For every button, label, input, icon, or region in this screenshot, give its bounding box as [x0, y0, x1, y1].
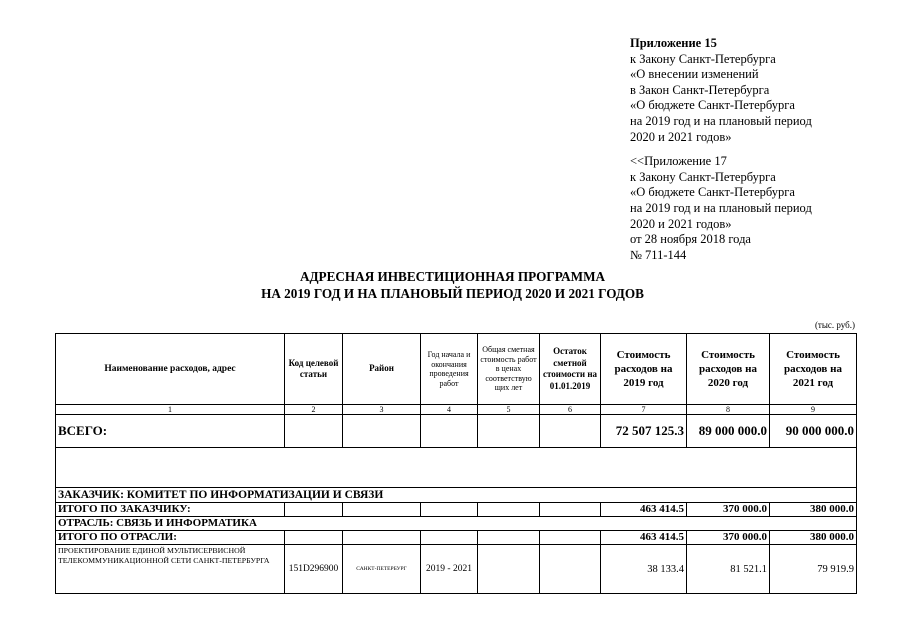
- annex-line: на 2019 год и на плановый период: [630, 113, 812, 128]
- total-label: ВСЕГО:: [56, 415, 285, 448]
- branch-label: ОТРАСЛЬ: СВЯЗЬ И ИНФОРМАТИКА: [56, 517, 857, 531]
- col-num: 5: [478, 405, 540, 415]
- column-number-row: [56, 405, 857, 415]
- customer-total-2020: 370 000.0: [687, 503, 770, 517]
- annex2-line: <<Приложение 17: [630, 154, 727, 169]
- item-code: 151D296900: [285, 545, 343, 594]
- annex2-line: № 711-144: [630, 247, 687, 262]
- header-total-cost: Общая сметная стоимость работ в ценах соответствую щих лет: [478, 334, 540, 405]
- annex-line: к Закону Санкт-Петербурга: [630, 51, 776, 66]
- item-remaining: [540, 545, 601, 594]
- header-code: Код целевой статьи: [285, 334, 343, 405]
- col-num: 1: [56, 405, 285, 415]
- annex2-line: «О бюджете Санкт-Петербурга: [630, 185, 795, 200]
- col-num: 2: [285, 405, 343, 415]
- annex-line: в Закон Санкт-Петербурга: [630, 82, 770, 97]
- header-years: Год начала и окончания проведения работ: [421, 334, 478, 405]
- header-2020: Стоимость расходов на 2020 год: [687, 334, 770, 405]
- header-2019: Стоимость расходов на 2019 год: [601, 334, 687, 405]
- item-years: 2019 - 2021: [421, 545, 478, 594]
- annex-line: «О бюджете Санкт-Петербурга: [630, 98, 795, 113]
- header-2021: Стоимость расходов на 2021 год: [770, 334, 857, 405]
- header-name: Наименование расходов, адрес: [56, 334, 285, 405]
- annex2-line: 2020 и 2021 годов»: [630, 216, 732, 231]
- header-district: Район: [343, 334, 421, 405]
- branch-total-2019: 463 414.5: [601, 531, 687, 545]
- customer-total-label: ИТОГО ПО ЗАКАЗЧИКУ:: [56, 503, 285, 517]
- title-line-1: АДРЕСНАЯ ИНВЕСТИЦИОННАЯ ПРОГРАММА: [299, 269, 606, 284]
- branch-row: [56, 517, 857, 531]
- customer-total-2021: 380 000.0: [770, 503, 857, 517]
- total-row: [56, 415, 857, 448]
- units-label: (тыс. руб.): [814, 320, 855, 330]
- col-num: 8: [687, 405, 770, 415]
- col-num: 3: [343, 405, 421, 415]
- item-district: САНКТ-ПЕТЕРБУРГ: [343, 545, 421, 594]
- spacer-row: [56, 448, 857, 488]
- item-name: ПРОЕКТИРОВАНИЕ ЕДИНОЙ МУЛЬТИСЕРВИСНОЙ ТЕЛЕКОММУНИКАЦИОННОЙ СЕТИ САНКТ-ПЕТЕРБУРГА: [56, 545, 285, 594]
- col-num: 6: [540, 405, 601, 415]
- branch-total-2021: 380 000.0: [770, 531, 857, 545]
- annex-block: [630, 36, 812, 263]
- customer-row: [56, 488, 857, 503]
- header-row: [56, 334, 857, 405]
- item-2019: 38 133.4: [601, 545, 687, 594]
- branch-total-label: ИТОГО ПО ОТРАСЛИ:: [56, 531, 285, 545]
- total-2020: 89 000 000.0: [687, 415, 770, 448]
- table-row: [56, 545, 857, 594]
- annex2-line: на 2019 год и на плановый период: [630, 200, 812, 215]
- annex-line: 2020 и 2021 годов»: [630, 129, 732, 144]
- col-num: 9: [770, 405, 857, 415]
- col-num: 4: [421, 405, 478, 415]
- branch-total-row: [56, 531, 857, 545]
- total-2019: 72 507 125.3: [601, 415, 687, 448]
- header-remaining: Остаток сметной стоимости на 01.01.2019: [540, 334, 601, 405]
- document-title: [0, 268, 905, 302]
- customer-total-2019: 463 414.5: [601, 503, 687, 517]
- item-total-cost: [478, 545, 540, 594]
- annex2-line: к Закону Санкт-Петербурга: [630, 169, 776, 184]
- total-2021: 90 000 000.0: [770, 415, 857, 448]
- customer-total-row: [56, 503, 857, 517]
- title-line-2: НА 2019 ГОД И НА ПЛАНОВЫЙ ПЕРИОД 2020 И 2021 ГОДОВ: [261, 286, 644, 301]
- annex-line: «О внесении изменений: [630, 67, 759, 82]
- col-num: 7: [601, 405, 687, 415]
- annex2-line: от 28 ноября 2018 года: [630, 232, 751, 247]
- item-2020: 81 521.1: [687, 545, 770, 594]
- annex-heading: Приложение 15: [630, 36, 717, 50]
- item-2021: 79 919.9: [770, 545, 857, 594]
- investment-table: [55, 333, 857, 594]
- customer-label: ЗАКАЗЧИК: КОМИТЕТ ПО ИНФОРМАТИЗАЦИИ И СВЯЗИ: [56, 488, 857, 503]
- branch-total-2020: 370 000.0: [687, 531, 770, 545]
